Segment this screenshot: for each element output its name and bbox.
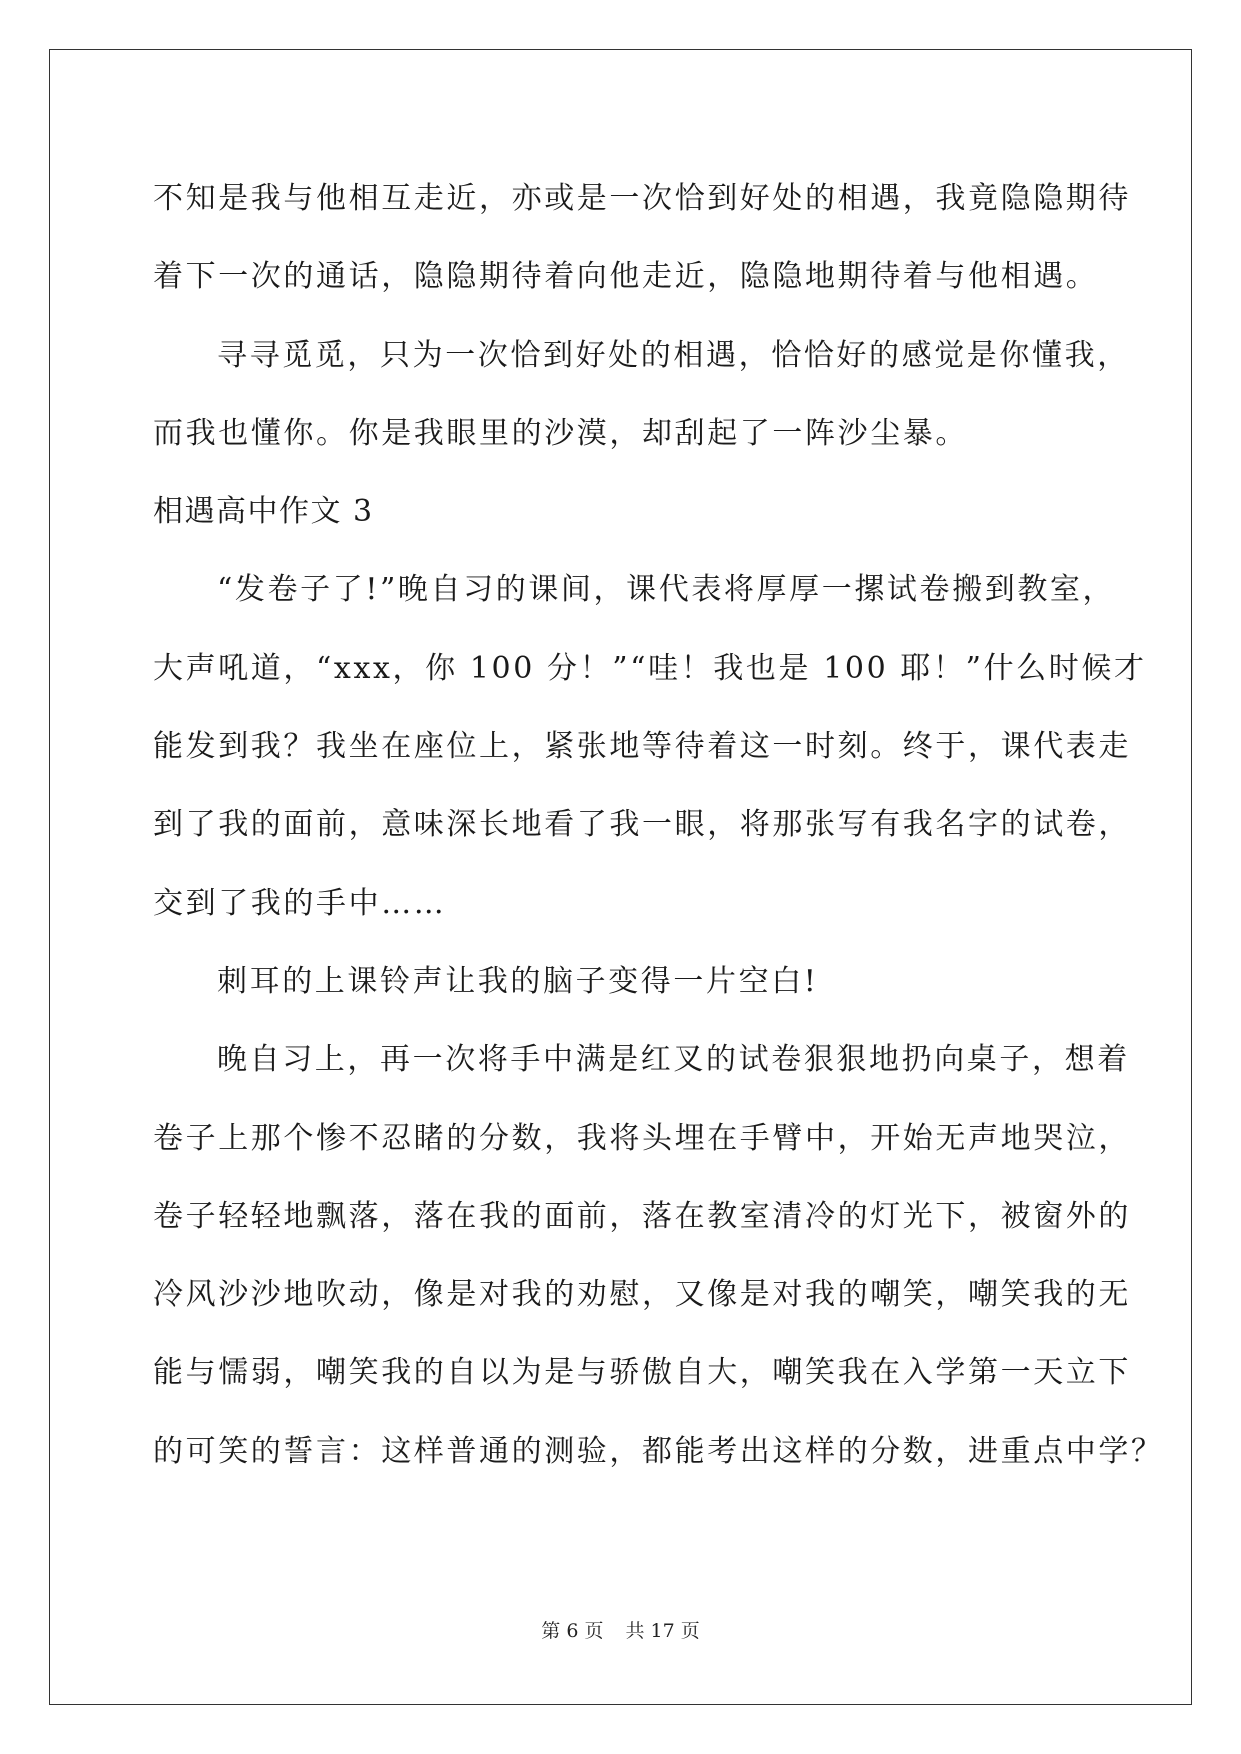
text-line: 而我也懂你。你是我眼里的沙漠，却刮起了一阵沙尘暴。 (153, 415, 968, 451)
text-line: 交到了我的手中…… (153, 885, 447, 921)
text-line: 卷子轻轻地飘落，落在我的面前，落在教室清冷的灯光下，被窗外的 (153, 1198, 1131, 1234)
text-line: 刺耳的上课铃声让我的脑子变得一片空白! (217, 963, 819, 999)
section-heading: 相遇高中作文 3 (153, 494, 374, 530)
text-line: 到了我的面前，意味深长地看了我一眼，将那张写有我名字的试卷， (153, 807, 1131, 843)
text-line: 大声吼道，“xxx，你 100 分！”“哇！我也是 100 耶！”什么时候才 (153, 650, 1147, 686)
text-line: 冷风沙沙地吹动，像是对我的劝慰，又像是对我的嘲笑，嘲笑我的无 (153, 1277, 1131, 1313)
text-line: 卷子上那个惨不忍睹的分数，我将头埋在手臂中，开始无声地哭泣， (153, 1120, 1131, 1156)
text-line: 寻寻觅觅，只为一次恰到好处的相遇，恰恰好的感觉是你懂我， (217, 337, 1130, 373)
text-line: 的可笑的誓言：这样普通的测验，都能考出这样的分数，进重点中学？ (153, 1433, 1164, 1469)
page-total: 共 17 页 (625, 1620, 700, 1642)
text-line: “发卷子了!”晚自习的课间，课代表将厚厚一摞试卷搬到教室， (217, 572, 1116, 608)
page-number: 第 6 页 (541, 1620, 604, 1642)
text-line: 能发到我？我坐在座位上，紧张地等待着这一时刻。终于，课代表走 (153, 729, 1131, 765)
text-line: 能与懦弱，嘲笑我的自以为是与骄傲自大，嘲笑我在入学第一天立下 (153, 1355, 1131, 1391)
text-line: 不知是我与他相互走近，亦或是一次恰到好处的相遇，我竟隐隐期待 (153, 181, 1131, 216)
document-body (153, 160, 1164, 1491)
text-line: 晚自习上，再一次将手中满是红叉的试卷狠狠地扔向桌子，想着 (217, 1042, 1130, 1078)
page-footer (0, 1616, 1241, 1643)
text-line: 着下一次的通话，隐隐期待着向他走近，隐隐地期待着与他相遇。 (153, 259, 1099, 295)
